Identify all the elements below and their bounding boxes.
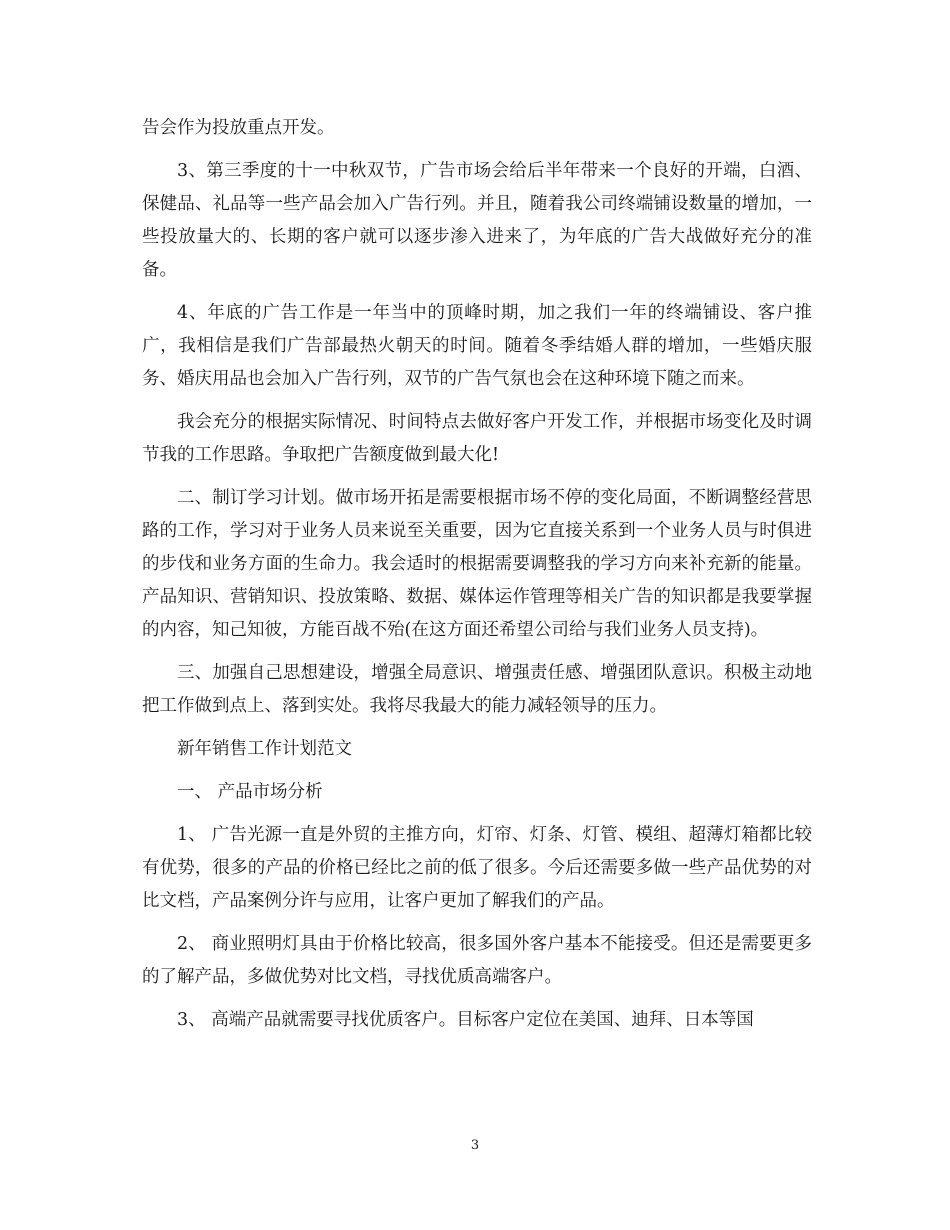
document-body: [142, 112, 812, 1047]
page-number: 3: [470, 1138, 480, 1153]
paragraph-high-end-products: 3、 高端产品就需要寻找优质客户。目标客户定位在美国、迪拜、日本等国: [177, 1010, 754, 1030]
paragraph-study-plan: 二、制订学习计划。做市场开拓是需要根据市场不停的变化局面，不断调整经营思路的工作，学习对于业务人员来说至关重要，因为它直接关系到一个业务人员与时俱进的步伐和业务方面的生命力。我会适时的根据需要调整我的学习方向来补充新的能量。产品知识、营销知识、投放策略、数据、媒体运作管理等相关广告的知识都是我要掌握的内容，知己知彼，方能百战不殆(在这方面还希望公司给与我们业务人员支持)。: [142, 488, 812, 640]
section-heading-market-analysis: 一、 产品市场分析: [177, 782, 323, 802]
paragraph-commercial-lighting: 2、 商业照明灯具由于价格比较高，很多国外客户基本不能接受。但还是需要更多的了解产品，多做优势对比文档，寻找优质高端客户。: [142, 934, 812, 987]
paragraph-client-development: 我会充分的根据实际情况、时间特点去做好客户开发工作，并根据市场变化及时调节我的工作思路。争取把广告额度做到最大化!: [142, 412, 812, 465]
paragraph-continuation: 告会作为投放重点开发。: [142, 118, 335, 138]
paragraph-mindset: 三、加强自己思想建设，增强全局意识、增强责任感、增强团队意识。积极主动地把工作做到点上、落到实处。我将尽我最大的能力减轻领导的压力。: [142, 663, 812, 716]
paragraph-q3-plan: 3、第三季度的十一中秋双节，广告市场会给后半年带来一个良好的开端，白酒、保健品、礼品等一些产品会加入广告行列。并且，随着我公司终端铺设数量的增加，一些投放量大的、长期的客户就可以逐步渗入进来了，为年底的广告大战做好充分的准备。: [142, 161, 812, 280]
paragraph-ad-light-source: 1、 广告光源一直是外贸的主推方向，灯帘、灯条、灯管、模组、超薄灯箱都比较有优势，很多的产品的价格已经比之前的低了很多。今后还需要多做一些产品优势的对比文档，产品案例分许与应用，让客户更加了解我们的产品。: [142, 825, 812, 911]
section-heading-sales-plan: 新年销售工作计划范文: [177, 739, 352, 759]
paragraph-year-end-plan: 4、年底的广告工作是一年当中的顶峰时期，加之我们一年的终端铺设、客户推广，我相信是我们广告部最热火朝天的时间。随着冬季结婚人群的增加，一些婚庆服务、婚庆用品也会加入广告行列，双节的广告气氛也会在这种环境下随之而来。: [142, 303, 812, 389]
